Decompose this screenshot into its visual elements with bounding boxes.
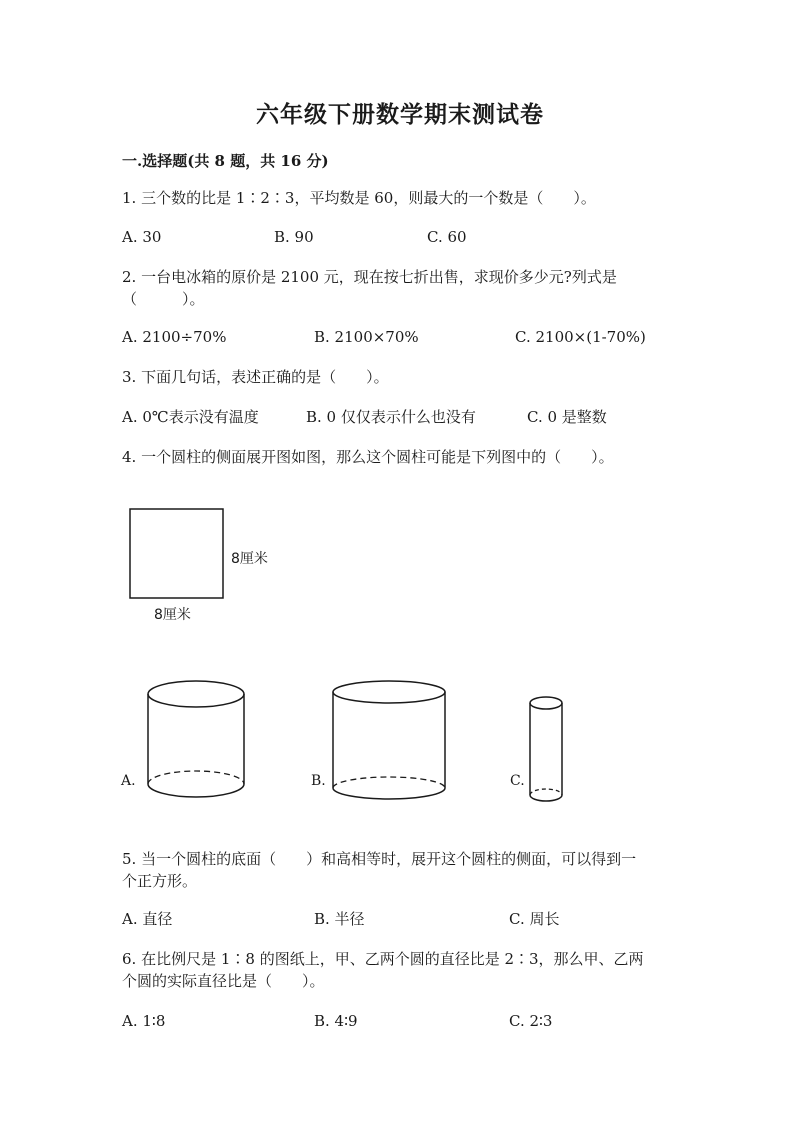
question-6-option-a: A. 1∶8 [122,1012,166,1030]
question-5-option-c: C. 周长 [509,910,560,928]
cylinder-c-label: C. [510,773,525,789]
cylinder-b-label: B. [311,773,326,789]
cylinder-c [530,697,562,801]
question-1-option-a: A. 30 [122,228,162,246]
question-3-option-c: C. 0 是整数 [527,408,607,426]
cylinder-b [333,681,445,799]
question-6-line-1: 6. 在比例尺是 1∶8 的图纸上，甲、乙两个圆的直径比是 2∶3，那么甲、乙两 [122,950,644,968]
question-3-option-b: B. 0 仅仅表示什么也没有 [306,408,476,426]
question-1: 1. 三个数的比是 1∶2∶3，平均数是 60，则最大的一个数是（ ）。 [122,189,596,207]
question-6-option-b: B. 4∶9 [314,1012,358,1030]
square-right-label: 8厘米 [231,551,268,567]
question-2-option-a: A. 2100÷70% [122,328,227,346]
question-3-option-a: A. 0℃表示没有温度 [122,408,259,426]
question-5-line-1: 5. 当一个圆柱的底面（ ）和高相等时，展开这个圆柱的侧面，可以得到一 [122,850,637,868]
cylinder-a [148,681,244,797]
question-1-option-b: B. 90 [274,228,314,246]
question-2-line-1: 2. 一台电冰箱的原价是 2100 元，现在按七折出售，求现价多少元?列式是 [122,268,617,286]
question-5-line-2: 个正方形。 [122,872,198,890]
question-3: 3. 下面几句话，表述正确的是（ ）。 [122,368,389,386]
question-5-option-a: A. 直径 [122,910,173,928]
question-2-line-2: （ ）。 [122,290,205,308]
question-6-line-2: 个圆的实际直径比是（ ）。 [122,972,325,990]
question-2-option-c: C. 2100×(1-70%) [515,328,646,346]
question-6-option-c: C. 2∶3 [509,1012,553,1030]
cylinder-a-label: A. [121,773,136,789]
question-2-option-b: B. 2100×70% [314,328,419,346]
square-bottom-label: 8厘米 [154,607,191,623]
unfolded-square [130,509,223,598]
question-1-option-c: C. 60 [427,228,467,246]
question-5 [122,848,682,892]
page-title: 六年级下册数学期末测试卷 [256,101,544,128]
section-heading: 一.选择题(共 8 题，共 16 分) [122,152,329,170]
question-4: 4. 一个圆柱的侧面展开图如图，那么这个圆柱可能是下列图中的（ ）。 [122,448,614,466]
question-5-option-b: B. 半径 [314,910,365,928]
question-6 [122,948,682,992]
